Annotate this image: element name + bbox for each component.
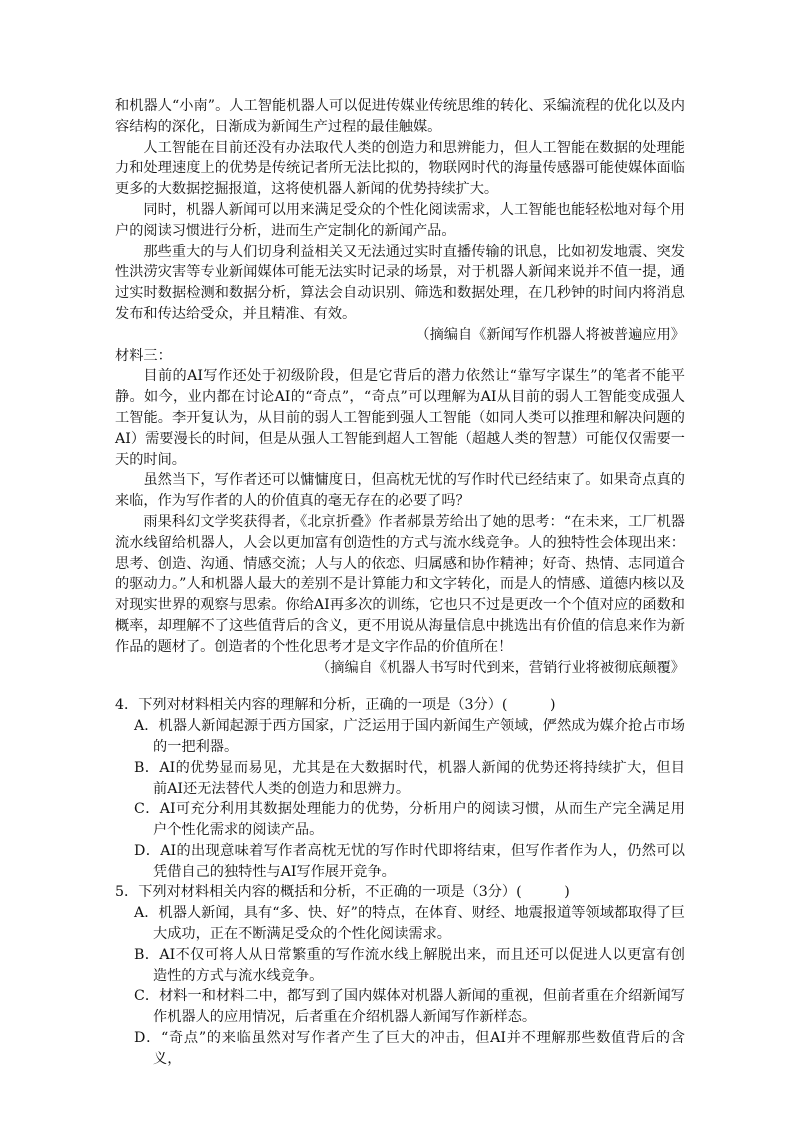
- material2-paragraph-continued: 和机器人“小南”。人工智能机器人可以促进传媒业传统思维的转化、采编流程的优化以及内容结构的深化，日渐成为新闻生产过程的最佳触媒。: [115, 98, 685, 135]
- question-5: [115, 882, 685, 1069]
- material3-paragraph: 目前的AI写作还处于初级阶段，但是它背后的潜力依然让“靠写字谋生”的笔者不能平静。如今，业内都在讨论AI的“奇点”，“奇点”可以理解为AI从目前的弱人工智能变成强人工智能。李开复认为，从目前的弱人工智能到强人工智能（如同人类可以推理和解决问题的AI）需要漫长的时间，但是从强人工智能到超人工智能（超越人类的智慧）可能仅仅需要一天的时间。: [115, 368, 685, 468]
- option-c: C．材料一和材料二中，都写到了国内媒体对机器人新闻的重视，但前者重在介绍新闻写作机器人的应用情况，后者重在介绍机器人新闻写作新样态。: [134, 988, 685, 1026]
- option-c: C．AI可充分利用其数据处理能力的优势，分析用户的阅读习惯，从而生产完全满足用户个性化需求的阅读产品。: [134, 801, 685, 839]
- option-b: B．AI的优势显而易见，尤其是在大数据时代，机器人新闻的优势还将持续扩大，但目前AI还无法替代人类的创造力和思辨力。: [134, 759, 685, 797]
- question-4: [115, 695, 685, 882]
- material3-paragraph: 虽然当下，写作者还可以慵慵度日，但高枕无忧的写作时代已经结束了。如果奇点真的来临，作为写作者的人的价值真的毫无存在的必要了吗？: [115, 472, 685, 510]
- material2-paragraph: 同时，机器人新闻可以用来满足受众的个性化阅读需求，人工智能也能轻松地对每个用户的阅读习惯进行分析，进而生产定制化的新闻产品。: [115, 201, 685, 239]
- question-stem: 5．下列对材料相关内容的概括和分析，不正确的一项是（3分）( ): [115, 884, 570, 901]
- option-b: B．AI不仅可将人从日常繁重的写作流水线上解脱出来，而且还可以促进人以更富有创造性的方式与流水线竞争。: [134, 946, 685, 984]
- material2-paragraph: 人工智能在目前还没有办法取代人类的创造力和思辨能力，但人工智能在数据的处理能力和处理速度上的优势是传统记者所无法比拟的，物联网时代的海量传感器可能使媒体面临更多的大数据挖掘报道，这将使机器人新闻的优势持续扩大。: [115, 139, 685, 198]
- option-d: D．“奇点”的来临虽然对写作者产生了巨大的冲击，但AI并不理解那些数值背后的含义，: [134, 1030, 685, 1067]
- material2-source: （摘编自《新闻写作机器人将被普遍应用》: [415, 326, 685, 343]
- question-stem: 4．下列对材料相关内容的理解和分析，正确的一项是（3分）( ): [115, 697, 556, 714]
- material3-label: 材料三：: [115, 347, 172, 364]
- option-d: D．AI的出现意味着写作者高枕无忧的写作时代即将结束，但写作者作为人，仍然可以凭借自己的独特性与AI写作展开竞争。: [134, 842, 685, 880]
- material2-paragraph: 那些重大的与人们切身利益相关又无法通过实时直播传输的讯息，比如初发地震、突发性洪涝灾害等专业新闻媒体可能无法实时记录的场景，对于机器人新闻来说并不值一提，通过实时数据检测和数据分析，算法会自动识别、筛选和数据处理，在几秒钟的时间内将消息发布和传达给受众，并且精准、有效。: [115, 243, 685, 322]
- material3-source: （摘编自《机器人书写时代到来，营销行业将被彻底颠覆》: [316, 659, 685, 676]
- option-a: A．机器人新闻起源于西方国家，广泛运用于国内新闻生产领域，俨然成为媒介抢占市场的一把利器。: [134, 718, 685, 755]
- material3-paragraph: 雨果科幻文学奖获得者，《北京折叠》作者郝景芳给出了她的思考：“在未来，工厂机器流水线留给机器人，人会以更加富有创造性的方式与流水线竞争。人的独特性会体现出来：思考、创造、沟通、情感交流；人与人的依恋、归属感和协作精神；好奇、热情、志同道合的驱动力。”人和机器人最大的差别不是计算能力和文字转化，而是人的情感、道德内核以及对现实世界的观察与思索。你给AI再多次的训练，它也只不过是更改一个个值对应的函数和概率，却理解不了这些值背后的含义，更不用说从海量信息中挑选出有价值的信息来作为新作品的题材了。创造者的个性化思考才是文字作品的价值所在！: [115, 513, 685, 655]
- document-page: [115, 96, 685, 1070]
- option-a: A．机器人新闻，具有“多、快、好”的特点，在体育、财经、地震报道等领域都取得了巨大成功，正在不断满足受众的个性化阅读需求。: [134, 905, 685, 943]
